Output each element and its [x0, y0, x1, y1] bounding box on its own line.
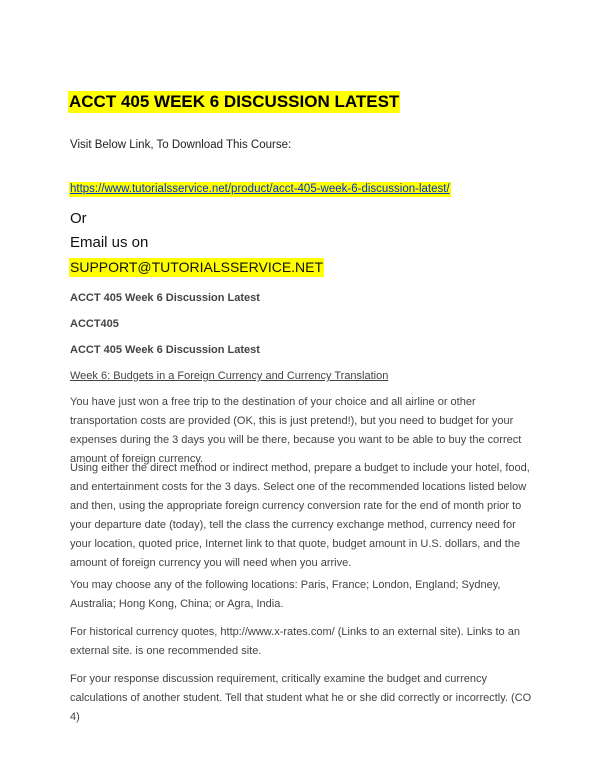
section-heading: ACCT 405 Week 6 Discussion Latest: [70, 292, 260, 304]
visit-instruction: Visit Below Link, To Download This Course:: [70, 139, 292, 151]
paragraph-instructions: Using either the direct method or indirect method, prepare a budget to include your hotel, food, and entertainment costs for the 3 days. Select one of the recommended locations listed below and then, using the appropriate foreign currency conversion rate for the end of month prior to your departure date (today), tell the class the currency exchange method, currency need for your location, quoted price, Internet link to that quote, budget amount in U.S. dollars, and the amount of foreign currency you will need when you arrive.: [70, 462, 530, 569]
section-heading-repeat: ACCT 405 Week 6 Discussion Latest: [70, 344, 260, 356]
week-subtitle: Week 6: Budgets in a Foreign Currency and Currency Translation: [70, 370, 389, 382]
document-title: ACCT 405 WEEK 6 DISCUSSION LATEST: [69, 92, 400, 111]
support-email[interactable]: SUPPORT@TUTORIALSSERVICE.NET: [70, 259, 324, 275]
course-download-link[interactable]: https://www.tutorialsservice.net/product/acct-405-week-6-discussion-latest/: [70, 183, 450, 195]
email-label: Email us on: [70, 234, 149, 251]
paragraph-currency-source: For historical currency quotes, http://www.x-rates.com/ (Links to an external site). Links to an external site. is one recommended site.: [70, 626, 520, 657]
paragraph-locations: You may choose any of the following locations: Paris, France; London, England; Sydney, Australia; Hong Kong, China; or Agra, India.: [70, 579, 501, 610]
or-text: Or: [70, 210, 87, 227]
paragraph-intro: You have just won a free trip to the destination of your choice and all airline or other transportation costs are provided (OK, this is just pretend!), but you need to budget for your expenses during the 3 days you will be there, because you want to be able to buy the correct amount of foreign currency.: [70, 396, 522, 465]
paragraph-response-requirement: For your response discussion requirement, critically examine the budget and currency calculations of another student. Tell that student what he or she did correctly or incorrectly. (CO 4): [70, 673, 532, 723]
course-code: ACCT405: [70, 318, 119, 330]
